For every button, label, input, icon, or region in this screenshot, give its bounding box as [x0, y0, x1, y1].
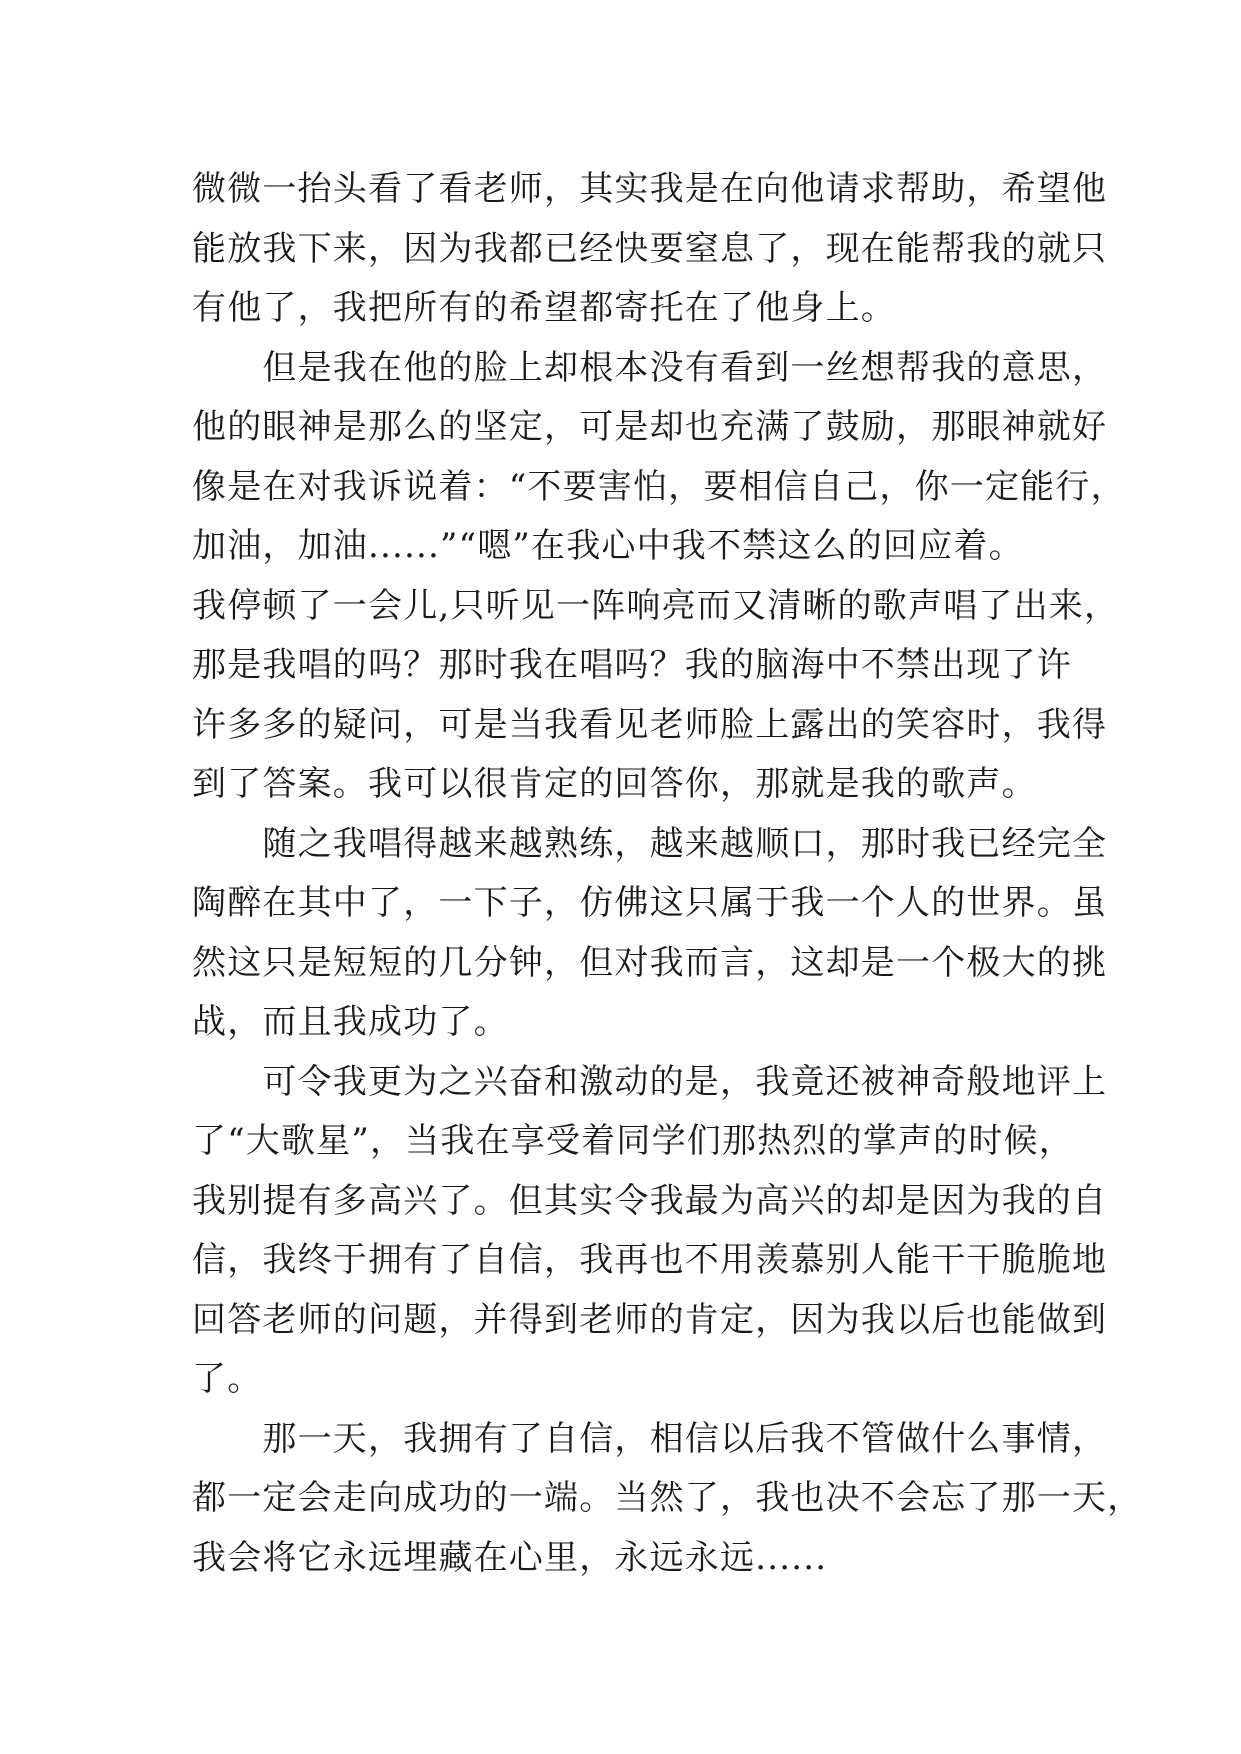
- text-line: 他的眼神是那么的坚定，可是却也充满了鼓励，那眼神就好: [192, 407, 1108, 447]
- text-line: 我会将它永远埋藏在心里，永远永远......: [192, 1537, 828, 1578]
- text-line: 有他了，我把所有的希望都寄托在了他身上。: [192, 288, 896, 328]
- text-line: 那是我唱的吗？那时我在唱吗？我的脑海中不禁出现了许: [192, 645, 1072, 685]
- text-line: 了。: [192, 1359, 263, 1399]
- text-line: 微微一抬头看了看老师，其实我是在向他请求帮助，希望他: [192, 169, 1108, 209]
- text-line: 可令我更为之兴奋和激动的是，我竟还被神奇般地评上: [192, 1061, 1108, 1102]
- text-line: 回答老师的问题，并得到老师的肯定，因为我以后也能做到: [192, 1299, 1108, 1340]
- text-line: 但是我在他的脸上却根本没有看到一丝想帮我的意思，: [192, 347, 1108, 388]
- text-line: 像是在对我诉说着：“不要害怕，要相信自己，你一定能行，: [192, 466, 1126, 507]
- text-line: 能放我下来，因为我都已经快要窒息了，现在能帮我的就只: [192, 228, 1108, 269]
- text-line: 到了答案。我可以很肯定的回答你，那就是我的歌声。: [192, 764, 1037, 804]
- text-line: 信，我终于拥有了自信，我再也不用羡慕别人能干干脆脆地: [192, 1240, 1108, 1280]
- text-line: 我停顿了一会儿,只听见一阵响亮而又清晰的歌声唱了出来，: [192, 585, 1120, 626]
- text-line: 都一定会走向成功的一端。当然了，我也决不会忘了那一天，: [192, 1478, 1143, 1518]
- text-line: 随之我唱得越来越熟练，越来越顺口，那时我已经完全: [192, 823, 1108, 864]
- text-line: 战，而且我成功了。: [192, 1002, 509, 1042]
- text-line: 加油，加油......”“嗯”在我心中我不禁这么的回应着。: [192, 526, 1024, 566]
- body-text: [192, 160, 1143, 1588]
- text-line: 了“大歌星”，当我在享受着同学们那热烈的掌声的时候，: [192, 1121, 1074, 1161]
- text-line: 那一天，我拥有了自信，相信以后我不管做什么事情，: [192, 1418, 1108, 1459]
- text-line: 我别提有多高兴了。但其实令我最为高兴的却是因为我的自: [192, 1180, 1108, 1221]
- text-line: 许多多的疑问，可是当我看见老师脸上露出的笑容时，我得: [192, 704, 1108, 745]
- text-line: 陶醉在其中了，一下子，仿佛这只属于我一个人的世界。虽: [192, 883, 1108, 923]
- text-line: 然这只是短短的几分钟，但对我而言，这却是一个极大的挑: [192, 942, 1108, 983]
